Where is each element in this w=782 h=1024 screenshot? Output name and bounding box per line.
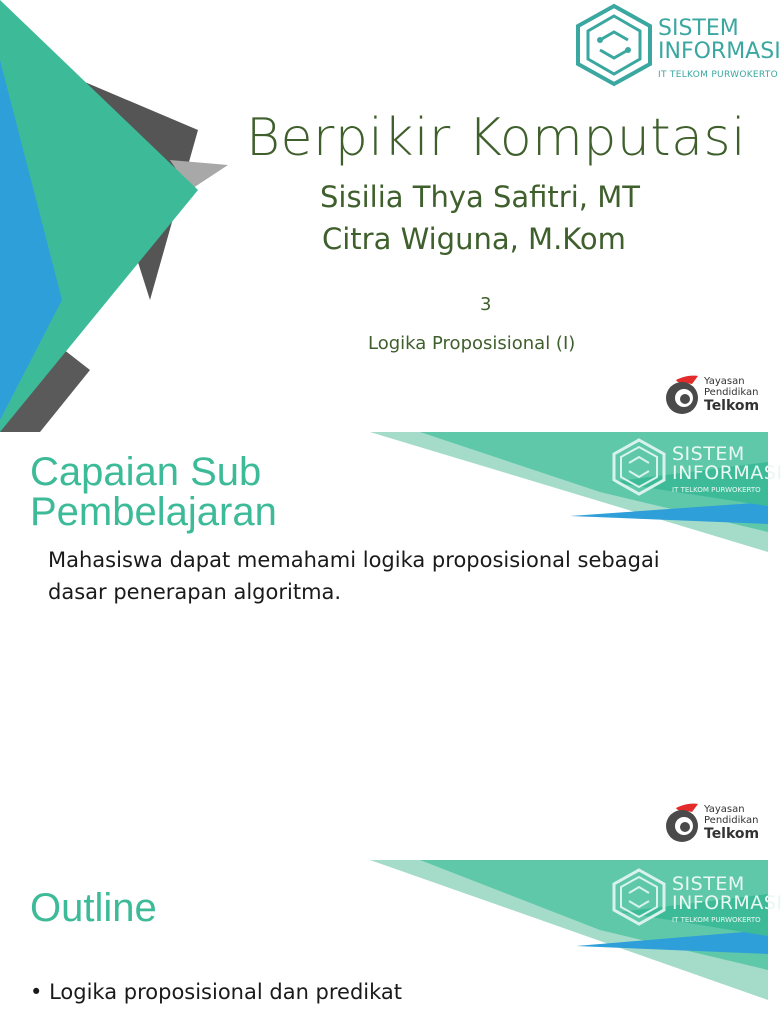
slide-capaian (0, 432, 782, 860)
slide-title-text: Berpikir Komputasi (246, 108, 747, 168)
bullet-text: Logika proposisional dan predikat (49, 980, 403, 1004)
slide-heading: Outline (30, 886, 157, 930)
logo-si-line2: INFORMASI (672, 462, 782, 484)
ypt-line3: Telkom (704, 398, 760, 414)
logo-si-line2: INFORMASI (672, 892, 782, 914)
telkom-logo-icon (662, 370, 702, 418)
slide-body: Mahasiswa dapat memahami logika proposisional sebagai dasar penerapan algoritma. (48, 548, 660, 604)
session-subtitle: Logika Proposisional (I) (368, 333, 576, 354)
logo-si-line2: INFORMASI (658, 39, 781, 64)
ypt-line1: Yayasan (704, 376, 745, 387)
logo-si-line1: SISTEM (672, 873, 745, 895)
slide-outline (0, 860, 782, 1024)
ypt-line1: Yayasan (704, 804, 745, 815)
logo-si-line3: IT TELKOM PURWOKERTO (658, 70, 778, 80)
logo-si-line1: SISTEM (658, 16, 739, 41)
logo-si-line1: SISTEM (672, 443, 745, 465)
bullet-dot-icon: • (30, 980, 43, 1004)
author-1: Sisilia Thya Safitri, MT (320, 180, 640, 214)
bullet-item (30, 976, 402, 1008)
ypt-line2: Pendidikan (704, 815, 759, 826)
circuit-hexagon-icon (612, 438, 666, 496)
logo-si-line3: IT TELKOM PURWOKERTO (672, 486, 761, 494)
session-number: 3 (480, 294, 492, 315)
telkom-logo-icon (662, 798, 702, 846)
logo-si-line3: IT TELKOM PURWOKERTO (672, 916, 761, 924)
circuit-hexagon-icon (576, 4, 652, 86)
author-2: Citra Wiguna, M.Kom (322, 222, 626, 256)
sistem-informasi-logo (612, 868, 782, 928)
slide-title (0, 0, 781, 432)
ypt-line2: Pendidikan (704, 387, 759, 398)
circuit-hexagon-icon (612, 868, 666, 926)
sistem-informasi-logo (612, 438, 782, 498)
ypt-line3: Telkom (704, 826, 760, 842)
ypt-logo (662, 368, 762, 426)
slide-heading-line1: Capaian Sub (30, 450, 262, 494)
decor-triangles-left (0, 0, 240, 432)
slide-heading-line2-clip (30, 490, 370, 534)
slide-heading-line2: Pembelajaran (30, 490, 277, 534)
sistem-informasi-logo (576, 4, 781, 88)
ypt-logo (662, 796, 762, 854)
